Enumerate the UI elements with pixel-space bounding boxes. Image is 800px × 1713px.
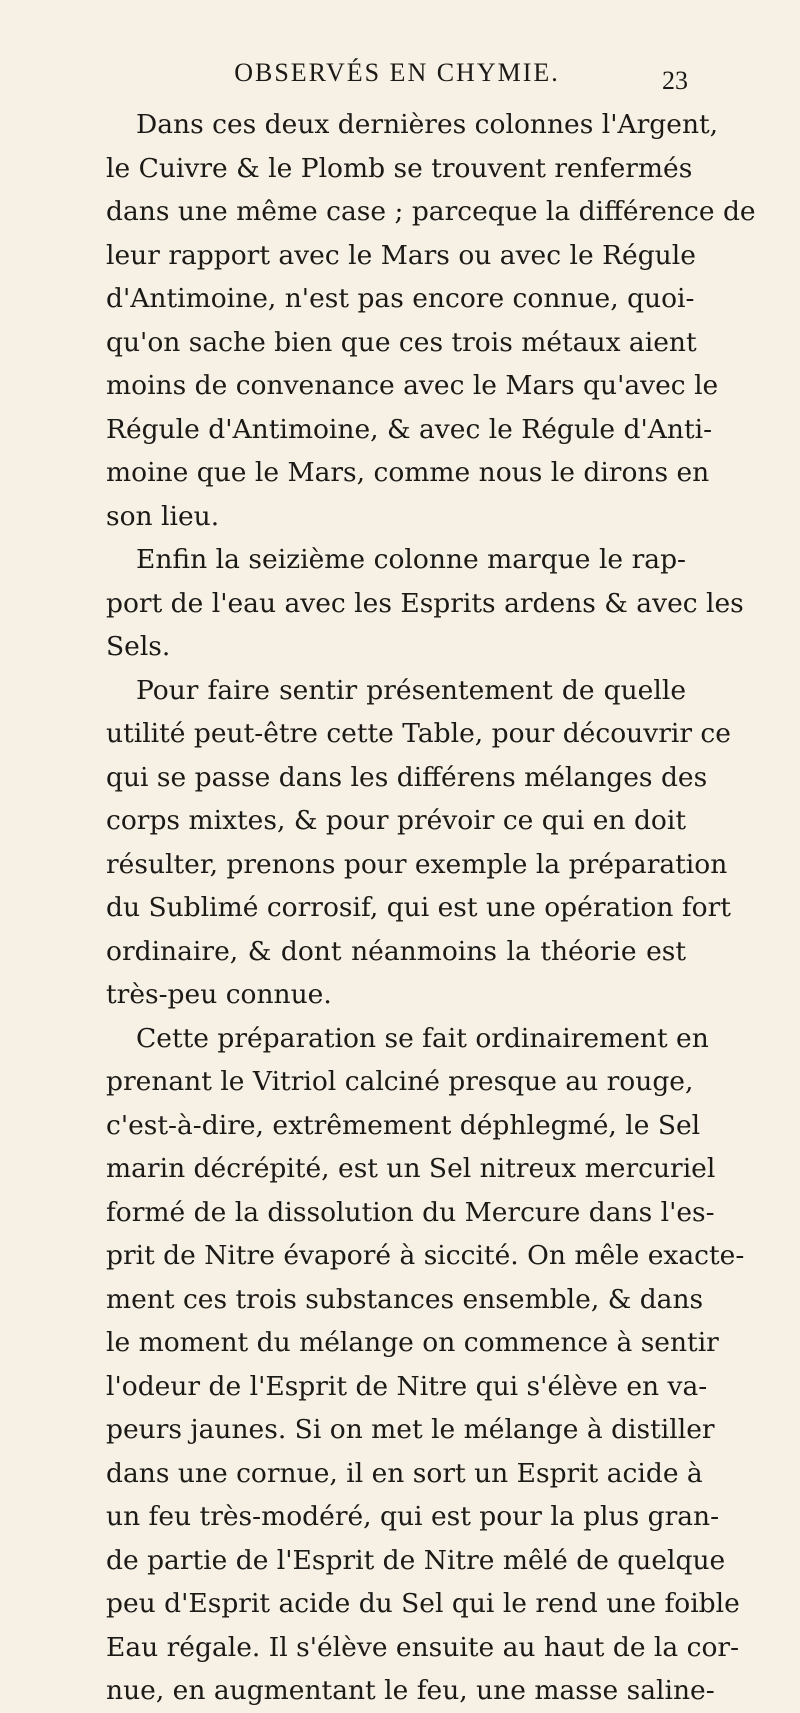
text-line: utilité peut-être cette Table, pour découvrir ce xyxy=(106,718,731,749)
text-line: c'est-à-dire, extrêmement déphlegmé, le Sel xyxy=(106,1109,701,1141)
text-line: très-peu connue. xyxy=(106,979,332,1010)
page-number: 23 xyxy=(662,66,688,95)
text-line: leur rapport avec le Mars ou avec le Régule xyxy=(106,239,696,271)
text-line: dans une cornue, il en sort un Esprit acide à xyxy=(106,1457,703,1489)
text-line: nue, en augmentant le feu, une masse saline- xyxy=(106,1675,715,1706)
text-line: dans une même case ; parceque la différence de xyxy=(106,196,756,227)
text-line: ment ces trois substances ensemble, & dans xyxy=(106,1283,704,1315)
text-line: corps mixtes, & pour prévoir ce qui en doit xyxy=(106,805,686,836)
text-line: moins de convenance avec le Mars qu'avec le xyxy=(106,370,719,401)
text-line: ordinaire, & dont néanmoins la théorie est xyxy=(106,935,686,967)
text-line: prit de Nitre évaporé à siccité. On mêle exacte- xyxy=(106,1240,745,1271)
text-line: formé de la dissolution du Mercure dans l'es- xyxy=(106,1196,715,1228)
text-body xyxy=(106,103,756,1713)
text-line: Sels. xyxy=(106,631,171,662)
text-line: un feu très-modéré, qui est pour la plus gran- xyxy=(106,1501,720,1532)
text-line: prenant le Vitriol calciné presque au rouge, xyxy=(106,1066,694,1097)
text-line: Régule d'Antimoine, & avec le Régule d'Anti- xyxy=(106,413,713,445)
text-line: port de l'eau avec les Esprits ardens & avec les xyxy=(106,587,744,619)
text-line: résulter, prenons pour exemple la préparation xyxy=(106,848,728,880)
text-line: moine que le Mars, comme nous le dirons en xyxy=(106,457,710,488)
running-title: OBSERVÉS EN CHYMIE. xyxy=(234,58,560,87)
text-line: d'Antimoine, n'est pas encore connue, quoi- xyxy=(106,283,695,314)
text-line: Eau régale. Il s'élève ensuite au haut de la cor- xyxy=(106,1631,740,1663)
text-line: son lieu. xyxy=(106,500,220,532)
text-line: peu d'Esprit acide du Sel qui le rend une foible xyxy=(106,1588,740,1619)
text-line: Cette préparation se fait ordinairement en xyxy=(136,1022,709,1054)
text-line: peurs jaunes. Si on met le mélange à distiller xyxy=(106,1414,715,1445)
text-line: du Sublimé corrosif, qui est une opération fort xyxy=(106,892,731,923)
text-line: de partie de l'Esprit de Nitre mêlé de quelque xyxy=(106,1544,726,1576)
text-line: l'odeur de l'Esprit de Nitre qui s'élève en va- xyxy=(106,1370,708,1402)
text-line: le Cuivre & le Plomb se trouvent renfermés xyxy=(106,152,693,184)
text-line: marin décrépité, est un Sel nitreux mercuriel xyxy=(106,1153,716,1184)
text-line: le moment du mélange on commence à sentir xyxy=(106,1327,719,1358)
text-line: Pour faire sentir présentement de quelle xyxy=(136,674,686,706)
text-line: qui se passe dans les différens mélanges des xyxy=(106,761,708,793)
text-line: Enfin la seizième colonne marque le rap- xyxy=(136,544,686,575)
text-line: Dans ces deux dernières colonnes l'Argent, xyxy=(136,109,719,140)
text-line: qu'on sache bien que ces trois métaux aient xyxy=(106,326,697,358)
